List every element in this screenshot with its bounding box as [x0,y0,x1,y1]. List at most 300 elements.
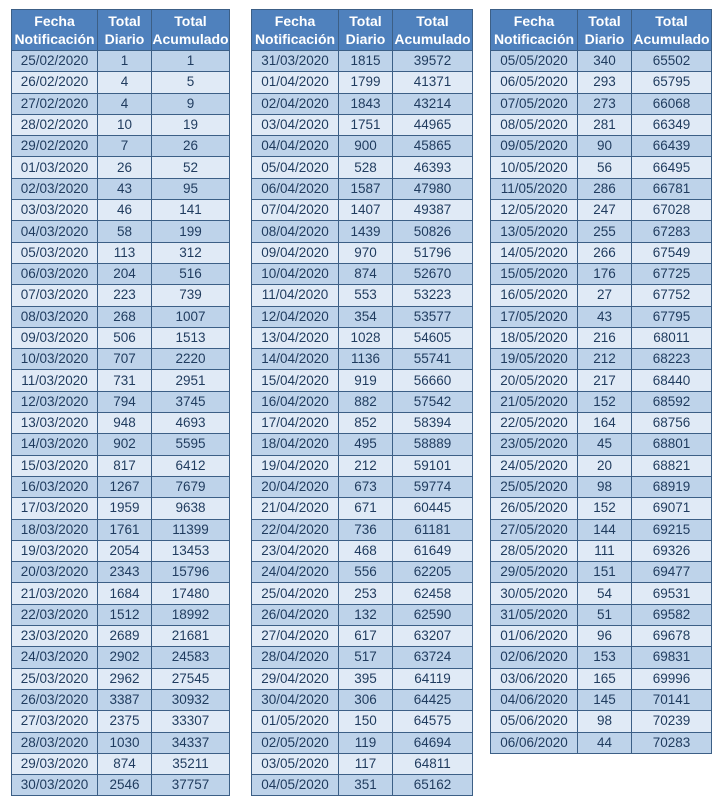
cell-fecha: 03/04/2020 [252,114,339,135]
cell-fecha: 14/03/2020 [12,434,98,455]
table-row [252,114,473,135]
table-row [252,413,473,434]
cell-total-acumulado: 43214 [393,93,473,114]
table-row [12,93,230,114]
table-row [12,306,230,327]
cell-total-diario: 506 [98,327,152,348]
table-row [491,221,712,242]
cell-total-diario: 794 [98,391,152,412]
cell-total-diario: 1799 [339,72,393,93]
table-row [252,370,473,391]
table-row [12,519,230,540]
cell-total-diario: 1761 [98,519,152,540]
table-row [491,668,712,689]
table-row [491,263,712,284]
table-row [491,604,712,625]
cell-fecha: 12/04/2020 [252,306,339,327]
cell-total-diario: 4 [98,93,152,114]
cell-total-diario: 212 [578,349,632,370]
cell-total-acumulado: 4693 [152,413,230,434]
table-row [491,72,712,93]
cell-total-acumulado: 9638 [152,498,230,519]
cell-total-acumulado: 60445 [393,498,473,519]
cell-total-acumulado: 141 [152,200,230,221]
table-row [491,647,712,668]
cell-total-diario: 58 [98,221,152,242]
table-row [252,391,473,412]
cell-fecha: 06/05/2020 [491,72,578,93]
cell-total-acumulado: 70239 [632,711,712,732]
cell-fecha: 23/03/2020 [12,626,98,647]
cell-total-diario: 4 [98,72,152,93]
cell-total-diario: 736 [339,519,393,540]
cell-fecha: 15/05/2020 [491,263,578,284]
table-row [252,72,473,93]
cell-fecha: 24/05/2020 [491,455,578,476]
cell-total-diario: 2343 [98,562,152,583]
cell-total-diario: 247 [578,200,632,221]
cell-total-acumulado: 26 [152,136,230,157]
cell-total-acumulado: 56660 [393,370,473,391]
table-row [252,583,473,604]
cell-total-acumulado: 64425 [393,689,473,710]
table-row [252,455,473,476]
cell-total-diario: 1815 [339,51,393,72]
cell-fecha: 16/03/2020 [12,476,98,497]
cell-fecha: 28/03/2020 [12,732,98,753]
cell-total-acumulado: 69071 [632,498,712,519]
cell-total-diario: 1028 [339,327,393,348]
cell-fecha: 30/05/2020 [491,583,578,604]
cell-total-diario: 286 [578,178,632,199]
header-total-acumulado: Total Acumulado [152,10,230,51]
cell-total-diario: 2375 [98,711,152,732]
cell-total-diario: 1407 [339,200,393,221]
table-row [252,242,473,263]
table-row [12,689,230,710]
cell-fecha: 17/05/2020 [491,306,578,327]
cell-total-acumulado: 58394 [393,413,473,434]
cell-fecha: 05/04/2020 [252,157,339,178]
cell-total-diario: 90 [578,136,632,157]
cell-total-acumulado: 67725 [632,263,712,284]
cell-fecha: 16/04/2020 [252,391,339,412]
cell-total-diario: 1 [98,51,152,72]
header-total-diario: Total Diario [98,10,152,51]
table-row [491,285,712,306]
cell-total-diario: 266 [578,242,632,263]
cell-fecha: 26/04/2020 [252,604,339,625]
cell-fecha: 11/03/2020 [12,370,98,391]
cell-total-diario: 2546 [98,775,152,796]
cell-total-acumulado: 68821 [632,455,712,476]
cell-total-diario: 144 [578,519,632,540]
table-row [12,626,230,647]
table-header-row [491,10,712,51]
cell-total-diario: 495 [339,434,393,455]
table-row [491,540,712,561]
cell-total-acumulado: 70141 [632,689,712,710]
cell-total-acumulado: 66068 [632,93,712,114]
cell-total-diario: 1136 [339,349,393,370]
cell-fecha: 17/04/2020 [252,413,339,434]
table-row [252,732,473,753]
cell-total-diario: 1751 [339,114,393,135]
cell-total-acumulado: 66439 [632,136,712,157]
cell-total-acumulado: 312 [152,242,230,263]
cell-fecha: 04/04/2020 [252,136,339,157]
cell-total-acumulado: 64119 [393,668,473,689]
cell-total-diario: 707 [98,349,152,370]
cell-fecha: 15/03/2020 [12,455,98,476]
header-total-diario: Total Diario [578,10,632,51]
header-fecha-notificacion: Fecha Notificación [491,10,578,51]
cell-total-diario: 395 [339,668,393,689]
table-row [252,136,473,157]
table-row [12,604,230,625]
table-row [12,349,230,370]
cell-fecha: 26/03/2020 [12,689,98,710]
cell-fecha: 29/04/2020 [252,668,339,689]
cell-fecha: 04/05/2020 [252,775,339,796]
cell-total-diario: 306 [339,689,393,710]
cell-fecha: 29/02/2020 [12,136,98,157]
cell-total-diario: 54 [578,583,632,604]
cell-total-acumulado: 65795 [632,72,712,93]
cell-total-diario: 517 [339,647,393,668]
cell-fecha: 05/05/2020 [491,51,578,72]
cell-fecha: 19/05/2020 [491,349,578,370]
header-fecha-notificacion: Fecha Notificación [252,10,339,51]
cell-fecha: 11/05/2020 [491,178,578,199]
cell-total-acumulado: 17480 [152,583,230,604]
cell-total-acumulado: 1513 [152,327,230,348]
cell-fecha: 28/04/2020 [252,647,339,668]
table-row [491,626,712,647]
cell-fecha: 04/03/2020 [12,221,98,242]
table-row [252,263,473,284]
cell-total-diario: 902 [98,434,152,455]
cell-fecha: 22/04/2020 [252,519,339,540]
cell-total-acumulado: 69582 [632,604,712,625]
cell-total-diario: 51 [578,604,632,625]
cell-fecha: 22/05/2020 [491,413,578,434]
table-row [252,668,473,689]
cell-total-acumulado: 67028 [632,200,712,221]
table-row [252,647,473,668]
cell-total-diario: 882 [339,391,393,412]
table-row [491,498,712,519]
cell-total-diario: 117 [339,753,393,774]
cell-total-acumulado: 52 [152,157,230,178]
cell-fecha: 22/03/2020 [12,604,98,625]
cell-fecha: 18/04/2020 [252,434,339,455]
cell-fecha: 09/05/2020 [491,136,578,157]
cell-fecha: 05/03/2020 [12,242,98,263]
cell-total-diario: 217 [578,370,632,391]
cell-fecha: 28/05/2020 [491,540,578,561]
cell-fecha: 18/03/2020 [12,519,98,540]
cell-fecha: 24/04/2020 [252,562,339,583]
table-row [12,200,230,221]
cell-fecha: 09/04/2020 [252,242,339,263]
table-header-row [252,10,473,51]
cell-fecha: 13/05/2020 [491,221,578,242]
cell-fecha: 06/03/2020 [12,263,98,284]
cell-total-acumulado: 64811 [393,753,473,774]
cell-total-acumulado: 59774 [393,476,473,497]
cell-total-acumulado: 53577 [393,306,473,327]
cell-fecha: 27/03/2020 [12,711,98,732]
cell-fecha: 25/05/2020 [491,476,578,497]
cell-total-diario: 617 [339,626,393,647]
table-row [12,285,230,306]
cell-total-diario: 468 [339,540,393,561]
cell-total-diario: 56 [578,157,632,178]
table-row [252,604,473,625]
header-total-acumulado: Total Acumulado [632,10,712,51]
cell-total-diario: 46 [98,200,152,221]
cell-total-diario: 900 [339,136,393,157]
cell-total-acumulado: 66495 [632,157,712,178]
cell-total-acumulado: 62590 [393,604,473,625]
table-row [252,306,473,327]
table-row [12,775,230,796]
cell-total-diario: 731 [98,370,152,391]
cell-fecha: 27/04/2020 [252,626,339,647]
cell-fecha: 03/06/2020 [491,668,578,689]
cases-table-1 [11,9,230,796]
cell-fecha: 08/05/2020 [491,114,578,135]
cell-total-diario: 281 [578,114,632,135]
cell-total-diario: 27 [578,285,632,306]
table-row [491,114,712,135]
cell-total-diario: 45 [578,434,632,455]
table-row [491,349,712,370]
cell-total-acumulado: 67283 [632,221,712,242]
cell-total-diario: 43 [578,306,632,327]
cell-total-acumulado: 44965 [393,114,473,135]
table-row [12,242,230,263]
cases-table-3 [490,9,712,754]
cell-total-acumulado: 68592 [632,391,712,412]
table-row [12,51,230,72]
cell-total-acumulado: 68440 [632,370,712,391]
table-row [252,178,473,199]
cell-total-acumulado: 37757 [152,775,230,796]
header-total-acumulado: Total Acumulado [393,10,473,51]
table-row [12,476,230,497]
cell-total-acumulado: 13453 [152,540,230,561]
cell-total-diario: 2962 [98,668,152,689]
cell-fecha: 18/05/2020 [491,327,578,348]
cell-fecha: 06/04/2020 [252,178,339,199]
cell-total-diario: 223 [98,285,152,306]
table-row [252,689,473,710]
cell-fecha: 07/04/2020 [252,200,339,221]
cell-total-acumulado: 95 [152,178,230,199]
cell-fecha: 10/03/2020 [12,349,98,370]
cell-total-acumulado: 9 [152,93,230,114]
cell-total-diario: 145 [578,689,632,710]
cell-fecha: 08/04/2020 [252,221,339,242]
cell-total-diario: 268 [98,306,152,327]
cell-fecha: 31/03/2020 [252,51,339,72]
table-row [252,753,473,774]
cell-total-acumulado: 33307 [152,711,230,732]
cell-total-diario: 113 [98,242,152,263]
cell-fecha: 23/04/2020 [252,540,339,561]
cell-total-diario: 293 [578,72,632,93]
cell-total-acumulado: 57542 [393,391,473,412]
cell-fecha: 03/03/2020 [12,200,98,221]
cell-total-diario: 43 [98,178,152,199]
cell-total-acumulado: 46393 [393,157,473,178]
cell-total-diario: 98 [578,476,632,497]
cell-total-acumulado: 69215 [632,519,712,540]
cell-total-diario: 253 [339,583,393,604]
cell-total-diario: 1684 [98,583,152,604]
cell-total-diario: 2902 [98,647,152,668]
cell-total-acumulado: 516 [152,263,230,284]
cell-total-acumulado: 18992 [152,604,230,625]
table-row [12,391,230,412]
cell-fecha: 19/03/2020 [12,540,98,561]
header-fecha-notificacion: Fecha Notificación [12,10,98,51]
cell-total-acumulado: 27545 [152,668,230,689]
table-row [252,327,473,348]
cell-total-diario: 874 [98,753,152,774]
cell-total-acumulado: 49387 [393,200,473,221]
cell-fecha: 01/05/2020 [252,711,339,732]
table-row [252,476,473,497]
table-row [252,349,473,370]
cell-total-acumulado: 24583 [152,647,230,668]
table-row [12,753,230,774]
cell-total-acumulado: 69531 [632,583,712,604]
table-row [491,583,712,604]
cell-total-acumulado: 63207 [393,626,473,647]
cell-fecha: 26/05/2020 [491,498,578,519]
cell-total-diario: 153 [578,647,632,668]
table-row [491,519,712,540]
table-row [12,413,230,434]
table-row [491,391,712,412]
table-row [491,434,712,455]
cell-total-acumulado: 68919 [632,476,712,497]
table-row [491,136,712,157]
cell-total-diario: 10 [98,114,152,135]
cell-total-diario: 3387 [98,689,152,710]
cell-total-acumulado: 45865 [393,136,473,157]
table-row [252,157,473,178]
cell-total-acumulado: 68223 [632,349,712,370]
cell-fecha: 21/03/2020 [12,583,98,604]
cell-total-acumulado: 1007 [152,306,230,327]
cell-total-diario: 255 [578,221,632,242]
table-row [491,711,712,732]
cell-total-acumulado: 5 [152,72,230,93]
cell-total-acumulado: 69477 [632,562,712,583]
cell-fecha: 27/02/2020 [12,93,98,114]
table-row [12,647,230,668]
cell-total-diario: 216 [578,327,632,348]
cell-total-diario: 2689 [98,626,152,647]
table-row [252,221,473,242]
cell-fecha: 02/06/2020 [491,647,578,668]
cell-total-diario: 528 [339,157,393,178]
cell-fecha: 25/02/2020 [12,51,98,72]
cell-total-acumulado: 52670 [393,263,473,284]
cell-total-diario: 96 [578,626,632,647]
cell-total-diario: 948 [98,413,152,434]
table-row [252,285,473,306]
cell-total-diario: 874 [339,263,393,284]
cell-total-acumulado: 64694 [393,732,473,753]
cell-total-acumulado: 35211 [152,753,230,774]
cell-fecha: 21/04/2020 [252,498,339,519]
cell-fecha: 31/05/2020 [491,604,578,625]
table-row [491,455,712,476]
cell-total-diario: 2054 [98,540,152,561]
cell-total-diario: 340 [578,51,632,72]
cell-fecha: 25/04/2020 [252,583,339,604]
cell-total-acumulado: 67795 [632,306,712,327]
table-row [252,51,473,72]
cell-total-diario: 1267 [98,476,152,497]
cell-fecha: 04/06/2020 [491,689,578,710]
cell-total-acumulado: 64575 [393,711,473,732]
table-row [252,562,473,583]
table-row [252,93,473,114]
cell-total-acumulado: 55741 [393,349,473,370]
cell-fecha: 23/05/2020 [491,434,578,455]
table-header-row [12,10,230,51]
table-row [491,93,712,114]
table-row [491,413,712,434]
table-row [12,583,230,604]
cell-total-acumulado: 34337 [152,732,230,753]
cell-total-diario: 1030 [98,732,152,753]
cell-total-diario: 111 [578,540,632,561]
cell-total-diario: 671 [339,498,393,519]
table-row [12,114,230,135]
cell-total-acumulado: 41371 [393,72,473,93]
cell-total-diario: 176 [578,263,632,284]
cell-fecha: 06/06/2020 [491,732,578,753]
cell-total-acumulado: 2220 [152,349,230,370]
cell-total-diario: 556 [339,562,393,583]
cell-total-acumulado: 199 [152,221,230,242]
cell-total-acumulado: 65162 [393,775,473,796]
cell-total-acumulado: 69996 [632,668,712,689]
cell-fecha: 08/03/2020 [12,306,98,327]
cell-fecha: 30/04/2020 [252,689,339,710]
table-row [12,263,230,284]
cell-total-diario: 212 [339,455,393,476]
cell-total-acumulado: 1 [152,51,230,72]
table-row [12,370,230,391]
table-row [12,157,230,178]
cases-table-2 [251,9,473,796]
cell-total-acumulado: 15796 [152,562,230,583]
cell-total-diario: 152 [578,391,632,412]
cell-total-acumulado: 739 [152,285,230,306]
cell-total-diario: 351 [339,775,393,796]
cell-total-acumulado: 61181 [393,519,473,540]
header-total-diario: Total Diario [339,10,393,51]
cell-fecha: 02/03/2020 [12,178,98,199]
